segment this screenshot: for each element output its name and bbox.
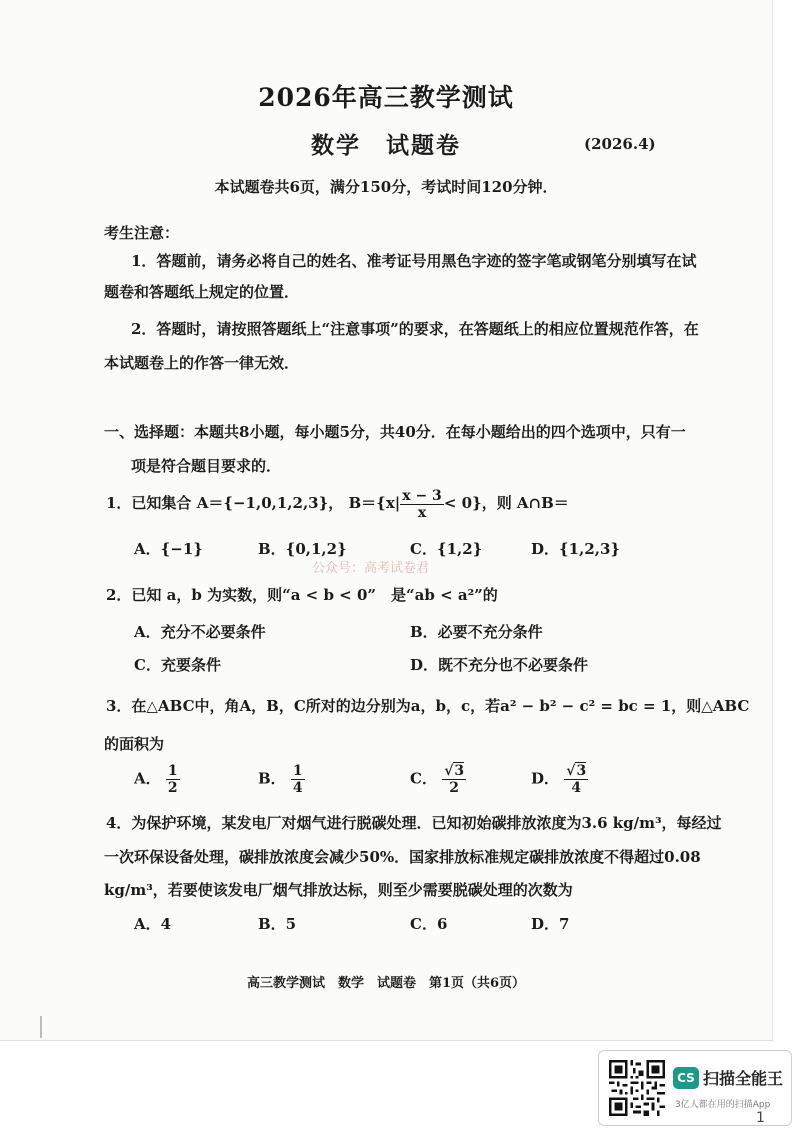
notice-item1-line2: 题卷和答题纸上规定的位置．: [104, 283, 300, 301]
sqrt-radicand: 3: [454, 763, 465, 779]
q4-option-c: C．6: [410, 915, 448, 933]
q1-option-c: C．{1,2}: [410, 540, 483, 558]
exam-subtitle: 数学 试题卷: [311, 132, 461, 159]
q1-set-a: A＝{−1,0,1,2,3}: [196, 494, 329, 512]
scanner-brand: 扫描全能王: [703, 1069, 784, 1088]
question-4-line2: 一次环保设备处理，碳排放浓度会减少50%．国家排放标准规定碳排放浓度不得超过0.08: [104, 848, 701, 866]
q3-option-a: [134, 763, 180, 796]
q2-option-a: A．充分不必要条件: [134, 623, 266, 641]
q3-option-d-numerator: [564, 763, 588, 780]
question-3-line2: 的面积为: [104, 735, 165, 753]
question-4-line1: 4．为保护环境，某发电厂对烟气进行脱碳处理．已知初始碳排放浓度为3.6 kg/m³，每经过: [106, 814, 722, 832]
q3-option-d-denominator: 4: [571, 780, 582, 796]
q3-option-b-denominator: 4: [292, 780, 303, 796]
section-heading-line1: 一、选择题：本题共8小题，每小题5分，共40分．在每小题给出的四个选项中，只有一: [104, 423, 686, 441]
q1-prefix: 1．已知集合: [106, 494, 192, 512]
q3-option-a-letter: A．: [134, 769, 161, 788]
q3-option-d-fraction: [564, 763, 588, 796]
sqrt-radical-sign: √: [444, 763, 454, 779]
notice-heading: 考生注意：: [104, 224, 180, 242]
q3-option-c-denominator: 2: [449, 780, 460, 796]
q3-option-d: [531, 763, 588, 796]
exam-intro: 本试题卷共6页，满分150分，考试时间120分钟．: [214, 178, 558, 196]
scanner-tagline: 3亿人都在用的扫描App: [675, 1100, 771, 1110]
q2-option-d: D．既不充分也不必要条件: [410, 656, 589, 674]
question-2-stem: 2．已知 a，b 为实数，则“a < b < 0” 是“ab < a²”的: [106, 586, 498, 604]
q3-option-c-fraction: [442, 763, 466, 796]
camscanner-logo-icon: CS: [673, 1067, 699, 1089]
q3-option-c: [410, 763, 466, 796]
q1-fraction-numerator: x − 3: [402, 487, 442, 504]
qr-code-icon: [609, 1060, 665, 1116]
q1-fraction-denominator: x: [417, 504, 427, 521]
q2-option-c: C．充要条件: [134, 656, 221, 674]
q4-option-b: B．5: [258, 915, 297, 933]
section-heading-line2: 项是符合题目要求的．: [131, 457, 282, 475]
q3-option-a-numerator: 1: [167, 763, 178, 779]
page-number: 1: [756, 1110, 765, 1126]
q3-option-b-letter: B．: [258, 769, 286, 788]
q3-option-b: [258, 763, 305, 796]
question-4-line3: kg/m³，若要使该发电厂烟气排放达标，则至少需要脱碳处理的次数为: [104, 881, 573, 899]
scan-edge-mark: [40, 1016, 42, 1038]
sqrt-radical-sign: √: [566, 763, 576, 779]
q1-option-b: B．{0,1,2}: [258, 540, 347, 558]
q1-option-d: D．{1,2,3}: [531, 540, 621, 558]
page-footer: 高三教学测试 数学 试题卷 第1页（共6页）: [246, 976, 526, 991]
q3-option-d-letter: D．: [531, 769, 560, 788]
q4-option-a: A．4: [134, 915, 172, 933]
q1-fraction: [400, 488, 444, 521]
question-3-line1: 3．在△ABC中，角A，B，C所对的边分别为a，b，c，若a² − b² − c² = bc = 1，则△ABC: [106, 697, 750, 715]
q3-option-c-numerator: [442, 763, 466, 780]
q1-option-a: A．{−1}: [134, 540, 203, 558]
exam-title: 2026年高三教学测试: [258, 83, 514, 112]
q2-option-b: B．必要不充分条件: [410, 623, 543, 641]
q3-option-a-fraction: [166, 763, 180, 796]
exam-date: (2026.4): [584, 135, 656, 153]
q1-suffix: ，则 A∩B＝: [481, 494, 569, 512]
notice-item2-line1: 2．答题时，请按照答题纸上“注意事项”的要求，在答题纸上的相应位置规范作答，在: [131, 320, 699, 338]
q3-option-a-denominator: 2: [167, 780, 178, 796]
notice-item2-line2: 本试题卷上的作答一律无效．: [104, 354, 300, 372]
q3-option-c-letter: C．: [410, 769, 437, 788]
q3-option-b-numerator: 1: [292, 763, 303, 779]
sqrt-radicand: 3: [576, 763, 587, 779]
notice-item1-line1: 1．答题前，请务必将自己的姓名、准考证号用黑色字迹的签字笔或钢笔分别填写在试: [131, 252, 697, 270]
q1-set-b-end: < 0}: [443, 494, 482, 512]
q1-set-b-start: B＝{x|: [348, 494, 401, 512]
q3-option-b-fraction: [291, 763, 305, 796]
question-1-stem: 1．已知集合 A＝{−1,0,1,2,3}， B＝{x| $\frac{x - 3}{x}$ < 0}，则 A∩B＝: [106, 487, 569, 521]
watermark: 公众号：高考试卷君: [312, 561, 430, 576]
q4-option-d: D．7: [531, 915, 570, 933]
